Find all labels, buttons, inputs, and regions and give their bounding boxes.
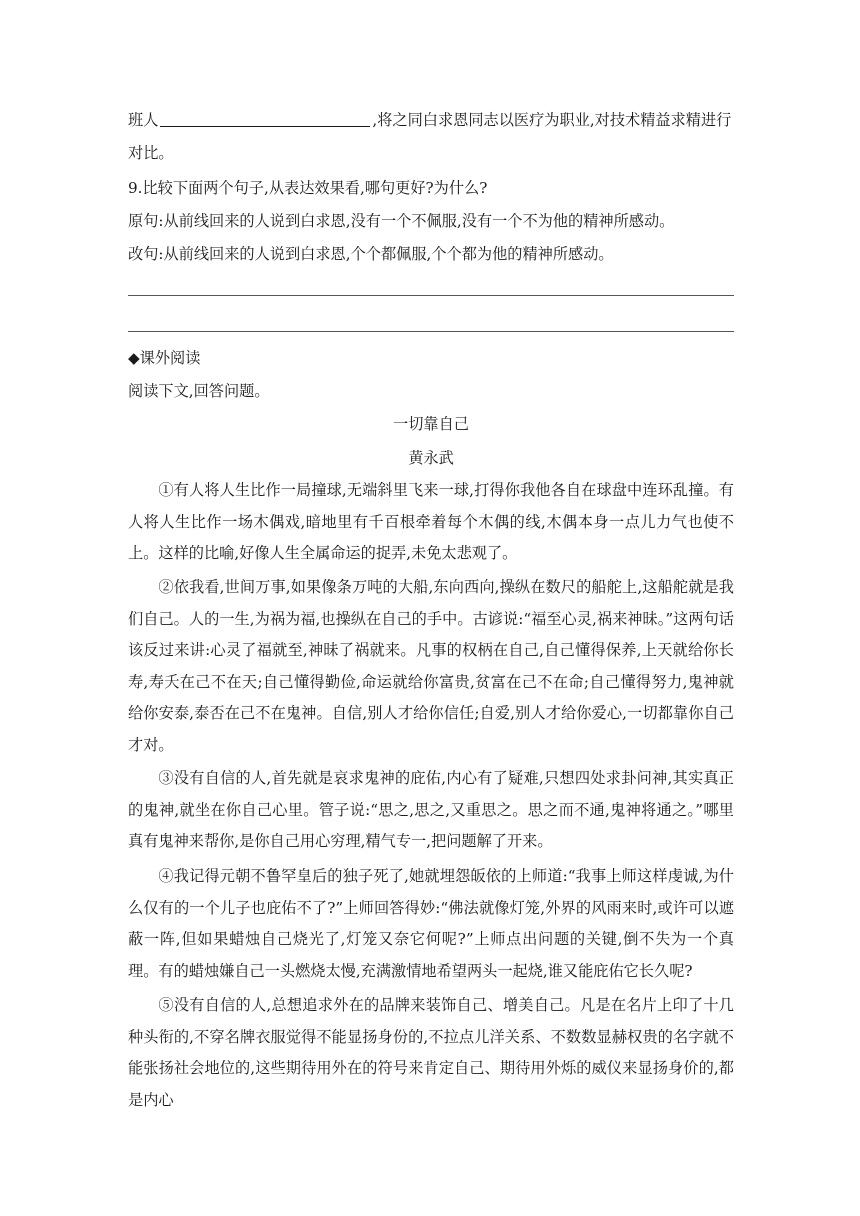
paragraph-3: ③没有自信的人,首先就是哀求鬼神的庇佑,内心有了疑难,只想四处求卦问神,其实真正的鬼神,就坐在你自己心里。管子说:“思之,思之,又重思之。思之而不通,鬼神将通之。”哪里真有鬼神来帮你,是你自己用心穷理,精气专一,把问题解了开来。	[128, 769, 734, 851]
article-author: 黄永武	[408, 449, 454, 467]
paragraph-5: ⑤没有自信的人,总想追求外在的品牌来装饰自己、增美自己。凡是在名片上印了十几种头衔的,不穿名牌衣服觉得不能显扬身份的,不拉点儿洋关系、不数数显赫权贵的名字就不能张扬社会地位的,这些期待用外在的符号来肯定自己、期待用外烁的威仪来显扬身价的,都是内心	[128, 996, 734, 1109]
paragraph-1: ①有人将人生比作一局撞球,无端斜里飞来一球,打得你我他各自在球盘中连环乱撞。有人将人生比作一场木偶戏,暗地里有千百根牵着每个木偶的线,木偶本身一点儿力气也使不上。这样的比喻,好像人生全属命运的捉弄,未免太悲观了。	[128, 481, 734, 563]
paragraph-4: ④我记得元朝不鲁罕皇后的独子死了,她就埋怨皈依的上师道:“我事上师这样虔诚,为什么仅有的一个儿子也庇佑不了?”上师回答得妙:“佛法就像灯笼,外界的风雨来时,或许可以遮蔽一阵,但如果蜡烛自己烧光了,灯笼又奈它何呢?”上师点出问题的关键,倒不失为一个真理。有的蜡烛嫌自己一头燃烧太慢,充满激情地希望两头一起烧,谁又能庇佑它长久呢?	[128, 867, 734, 980]
answer-line-1[interactable]	[128, 295, 734, 296]
answer-line-2[interactable]	[128, 331, 734, 332]
line1-suffix: ,将之同白求恩同志以医疗为职业,对技术精益求精进行	[372, 111, 732, 129]
answer-blank[interactable]	[160, 112, 370, 127]
section-title: ◆课外阅读	[128, 349, 201, 367]
question-9: 9.比较下面两个句子,从表达效果看,哪句更好?为什么?	[128, 179, 488, 197]
line2-text: 对比。	[128, 144, 174, 162]
paragraph-2: ②依我看,世间万事,如果像条万吨的大船,东向西向,操纵在数尺的船舵上,这船舵就是我们自己。人的一生,为祸为福,也操纵在自己的手中。古谚说:“福至心灵,祸来神昧。”这两句话该反过来讲:心灵了福就至,神昧了祸就来。凡事的权柄在自己,自己懂得保养,上天就给你长寿,寿夭在己不在天;自己懂得勤俭,命运就给你富贵,贫富在己不在命;自己懂得努力,鬼神就给你安泰,泰否在己不在鬼神。自信,别人才给你信任;自爱,别人才给你爱心,一切都靠你自己才对。	[128, 578, 734, 754]
article-title: 一切靠自己	[393, 415, 469, 433]
reading-instruction: 阅读下文,回答问题。	[128, 382, 270, 400]
revised-sentence: 改句:从前线回来的人说到白求恩,个个都佩服,个个都为他的精神所感动。	[128, 245, 614, 263]
line1-prefix: 班人	[128, 111, 159, 129]
original-sentence: 原句:从前线回来的人说到白求恩,没有一个不佩服,没有一个不为他的精神所感动。	[128, 212, 675, 230]
question8-continuation	[128, 110, 731, 130]
